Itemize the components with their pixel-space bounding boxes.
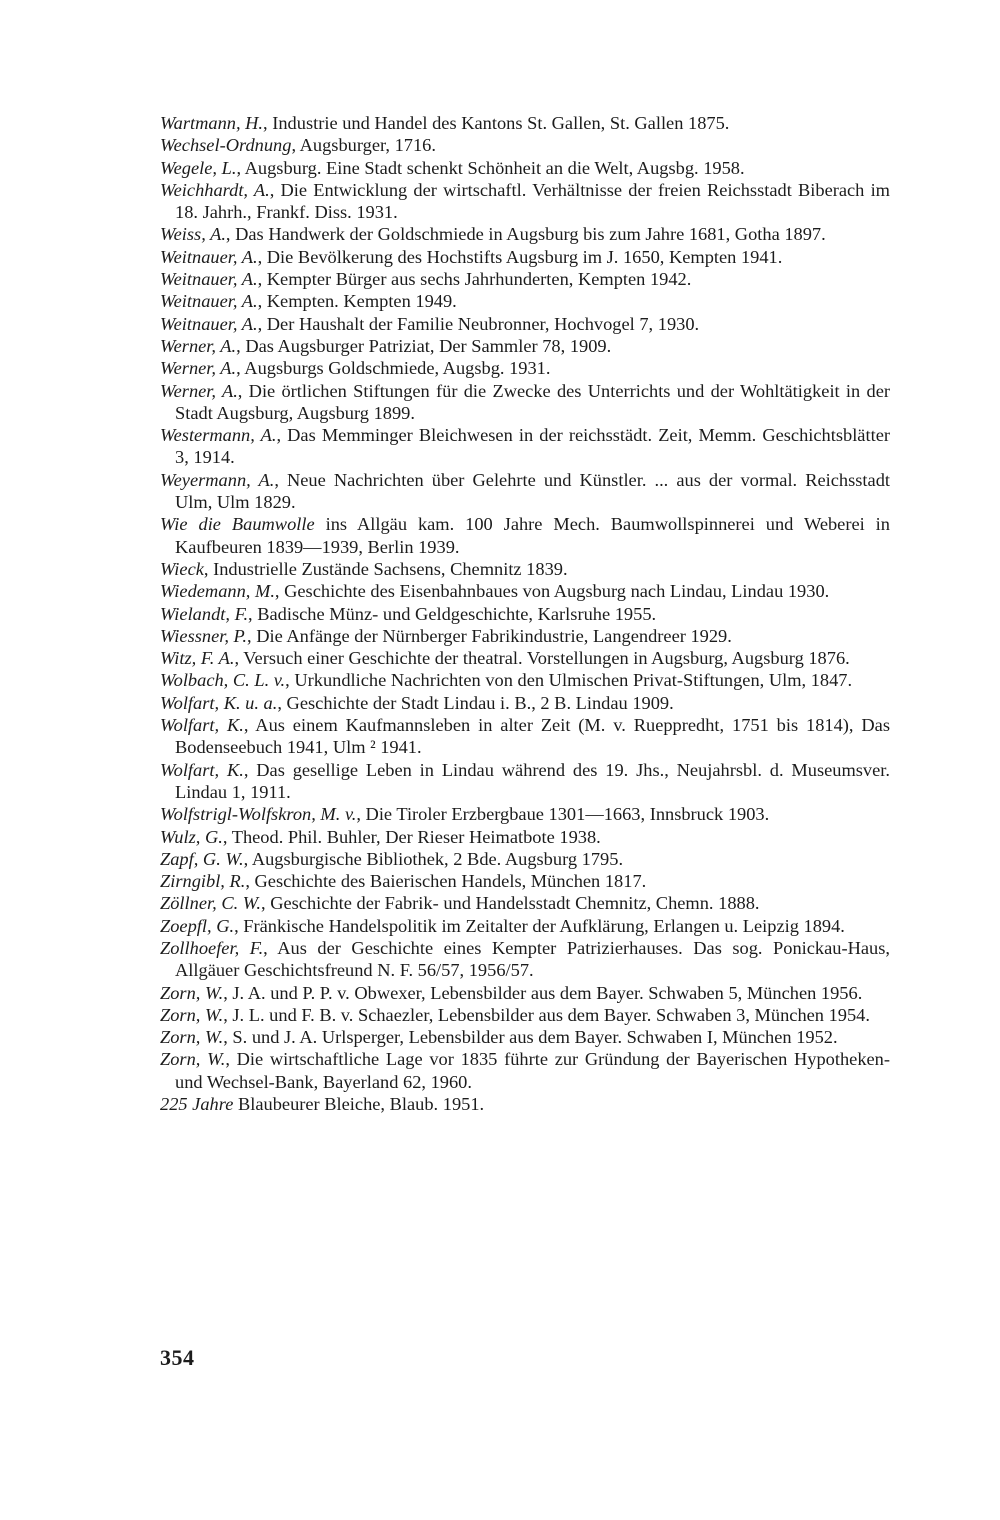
bibliography-entry	[160, 380, 890, 425]
entry-author: Wolfart, K. u. a.	[160, 692, 278, 713]
entry-citation: , J. L. und F. B. v. Schaezler, Lebensbilder aus dem Bayer. Schwaben 3, München 1954.	[223, 1004, 870, 1025]
entry-citation: , J. A. und P. P. v. Obwexer, Lebensbilder aus dem Bayer. Schwaben 5, München 1956.	[223, 982, 863, 1003]
bibliography-entry	[160, 1048, 890, 1093]
bibliography-entry	[160, 1026, 890, 1048]
entry-author: Wulz, G.	[160, 826, 223, 847]
entry-citation: , Die wirtschaftliche Lage vor 1835 führte zur Gründung der Bayerischen Hypotheken- und Wechsel-Bank, Bayerland 62, 1960.	[175, 1049, 890, 1092]
bibliography-entry	[160, 870, 890, 892]
entry-author: Wolfstrigl-Wolfskron, M. v.	[160, 804, 357, 825]
bibliography-entry	[160, 625, 890, 647]
bibliography-entry	[160, 558, 890, 580]
entry-author: Zorn, W.	[160, 982, 224, 1003]
entry-author: Zollhoefer, F.	[160, 937, 264, 958]
bibliography-entry	[160, 290, 890, 312]
entry-author: Zirngibl, R.	[160, 871, 246, 892]
entry-citation: , Geschichte der Fabrik- und Handelsstadt Chemnitz, Chemn. 1888.	[261, 893, 760, 914]
bibliography-entry	[160, 580, 890, 602]
entry-author: Wolfart, K.	[160, 715, 244, 736]
entry-author: Zorn, W.	[160, 1049, 226, 1070]
entry-citation: , Geschichte des Baierischen Handels, München 1817.	[245, 871, 647, 892]
entry-citation: , Neue Nachrichten über Gelehrte und Künstler. ... aus der vormal. Reichsstadt Ulm, Ulm 1829.	[175, 469, 891, 513]
bibliography-entry	[160, 759, 890, 804]
entry-author: Wartmann, H.	[160, 113, 264, 133]
entry-author: Weitnauer, A.	[160, 291, 258, 312]
entry-citation: , Die Anfänge der Nürnberger Fabrikindustrie, Langendreer 1929.	[247, 625, 732, 646]
entry-author: Weiss, A.	[160, 224, 226, 245]
bibliography-entry	[160, 469, 890, 514]
entry-author: Werner, A.	[160, 335, 237, 356]
bibliography-entry	[160, 268, 890, 290]
bibliography-entry	[160, 223, 890, 245]
entry-citation: , Das Handwerk der Goldschmiede in Augsburg bis zum Jahre 1681, Gotha 1897.	[225, 224, 826, 245]
entry-author: Weitnauer, A.	[160, 246, 258, 267]
entry-citation: , Die Tiroler Erzbergbaue 1301—1663, Innsbruck 1903.	[356, 804, 770, 825]
bibliography-entry	[160, 848, 890, 870]
entry-author: Zöllner, C. W.	[160, 893, 262, 914]
bibliography-entry	[160, 246, 890, 268]
entry-author: Wiessner, P.	[160, 625, 248, 646]
entry-author: Werner, A.	[160, 358, 237, 379]
bibliography-entry	[160, 357, 890, 379]
entry-citation: , Die Entwicklung der wirtschaftl. Verhältnisse der freien Reichsstadt Biberach im 18. Jahrh., Frankf. Diss. 1931.	[175, 179, 890, 223]
bibliography-entry	[160, 513, 890, 558]
entry-author: Wieck	[160, 558, 204, 579]
entry-citation: , Das Augsburger Patriziat, Der Sammler 78, 1909.	[236, 335, 612, 356]
entry-author: Wechsel-Ordnung	[160, 135, 292, 156]
entry-author: Westermann, A.	[160, 425, 277, 446]
bibliography-entry	[160, 157, 890, 179]
entry-citation: , Aus der Geschichte eines Kempter Patrizierhauses. Das sog. Ponickau-Haus, Allgäuer Geschichtsfreund N. F. 56/57, 1956/57.	[175, 937, 890, 981]
entry-citation: , Badische Münz- und Geldgeschichte, Karlsruhe 1955.	[248, 603, 657, 624]
bibliography-entry	[160, 692, 890, 714]
entry-author: Zoepfl, G.	[160, 915, 235, 936]
entry-author: Witz, F. A.	[160, 648, 235, 669]
entry-author: Wolfart, K.	[160, 759, 244, 780]
bibliography-entry	[160, 714, 890, 759]
bibliography-entry	[160, 603, 890, 625]
bibliography-entry	[160, 134, 890, 156]
bibliography-entry	[160, 1004, 890, 1026]
entry-author: Zapf, G. W.	[160, 848, 244, 869]
entry-author: Werner, A.	[160, 380, 238, 401]
entry-author: Weitnauer, A.	[160, 313, 258, 334]
entry-citation: ins Allgäu kam. 100 Jahre Mech. Baumwollspinnerei und Weberei in Kaufbeuren 1839—1939, Berlin 1939.	[175, 514, 890, 557]
entry-citation: , Der Haushalt der Familie Neubronner, Hochvogel 7, 1930.	[257, 313, 700, 334]
entry-author: Wolbach, C. L. v.	[160, 670, 286, 691]
bibliography-entry	[160, 179, 890, 224]
bibliography-entry	[160, 803, 890, 825]
entry-citation: , Aus einem Kaufmannsleben in alter Zeit (M. v. Rueppredht, 1751 bis 1814), Das Bodenseebuch 1941, Ulm ² 1941.	[175, 715, 890, 758]
bibliography-entry	[160, 112, 890, 134]
bibliography-entry	[160, 937, 890, 982]
entry-author: Wielandt, F.	[160, 603, 249, 624]
entry-citation: , Fränkische Handelspolitik im Zeitalter der Aufklärung, Erlangen u. Leipzig 1894.	[234, 915, 845, 936]
bibliography-entry	[160, 335, 890, 357]
entry-citation: , Augsburgs Goldschmiede, Augsbg. 1931.	[236, 358, 551, 379]
entry-author: Wiedemann, M.	[160, 581, 275, 602]
entry-author: Zorn, W.	[160, 1004, 224, 1025]
bibliography-list	[160, 112, 890, 1115]
entry-citation: , Industrie und Handel des Kantons St. Gallen, St. Gallen 1875.	[263, 113, 730, 133]
bibliography-entry	[160, 647, 890, 669]
entry-citation: , Augsburgische Bibliothek, 2 Bde. Augsburg 1795.	[243, 848, 624, 869]
entry-author: Weichhardt, A.	[160, 179, 270, 200]
bibliography-entry	[160, 669, 890, 691]
bibliography-entry	[160, 1093, 890, 1115]
bibliography-entry	[160, 826, 890, 848]
entry-citation: Blaubeurer Bleiche, Blaub. 1951.	[233, 1094, 485, 1115]
entry-citation: , Industrielle Zustände Sachsens, Chemnitz 1839.	[203, 558, 568, 579]
entry-citation: , Das gesellige Leben in Lindau während des 19. Jhs., Neujahrsbl. d. Museumsver. Lindau 1, 1911.	[175, 759, 890, 802]
entry-citation: , Kempter Bürger aus sechs Jahrhunderten, Kempten 1942.	[257, 269, 692, 290]
bibliography-entry	[160, 982, 890, 1004]
bibliography-entry	[160, 424, 890, 469]
entry-author: Zorn, W.	[160, 1027, 224, 1048]
entry-citation: , Geschichte des Eisenbahnbaues von Augsburg nach Lindau, Lindau 1930.	[274, 581, 830, 602]
entry-author: Wie die Baumwolle	[160, 514, 315, 535]
bibliography-entry	[160, 915, 890, 937]
entry-citation: , Augsburger, 1716.	[291, 135, 436, 156]
entry-citation: , Theod. Phil. Buhler, Der Rieser Heimatbote 1938.	[222, 826, 601, 847]
page-number: 354	[160, 1345, 195, 1370]
entry-author: Weitnauer, A.	[160, 269, 258, 290]
entry-author: 225 Jahre	[160, 1094, 234, 1115]
entry-citation: , Versuch einer Geschichte der theatral. Vorstellungen in Augsburg, Augsburg 1876.	[234, 648, 850, 669]
entry-citation: , Die Bevölkerung des Hochstifts Augsburg im J. 1650, Kempten 1941.	[257, 246, 783, 267]
entry-citation: , Urkundliche Nachrichten von den Ulmischen Privat-Stiftungen, Ulm, 1847.	[285, 670, 853, 691]
entry-citation: , Augsburg. Eine Stadt schenkt Schönheit an die Welt, Augsbg. 1958.	[236, 157, 745, 178]
bibliography-entry	[160, 892, 890, 914]
entry-author: Wegele, L.	[160, 157, 237, 178]
entry-citation: , Die örtlichen Stiftungen für die Zwecke des Unterrichts und der Wohltätigkeit in der Stadt Augsburg, Augsburg 1899.	[175, 380, 890, 423]
entry-citation: , Das Memminger Bleichwesen in der reichsstädt. Zeit, Memm. Geschichtsblätter 3, 1914.	[175, 425, 890, 468]
bibliography-entry	[160, 313, 890, 335]
entry-author: Weyermann, A.	[160, 469, 275, 490]
entry-citation: , Geschichte der Stadt Lindau i. B., 2 B. Lindau 1909.	[277, 692, 674, 713]
entry-citation: , S. und J. A. Urlsperger, Lebensbilder aus dem Bayer. Schwaben I, München 1952.	[223, 1027, 838, 1048]
entry-citation: , Kempten. Kempten 1949.	[257, 291, 457, 312]
